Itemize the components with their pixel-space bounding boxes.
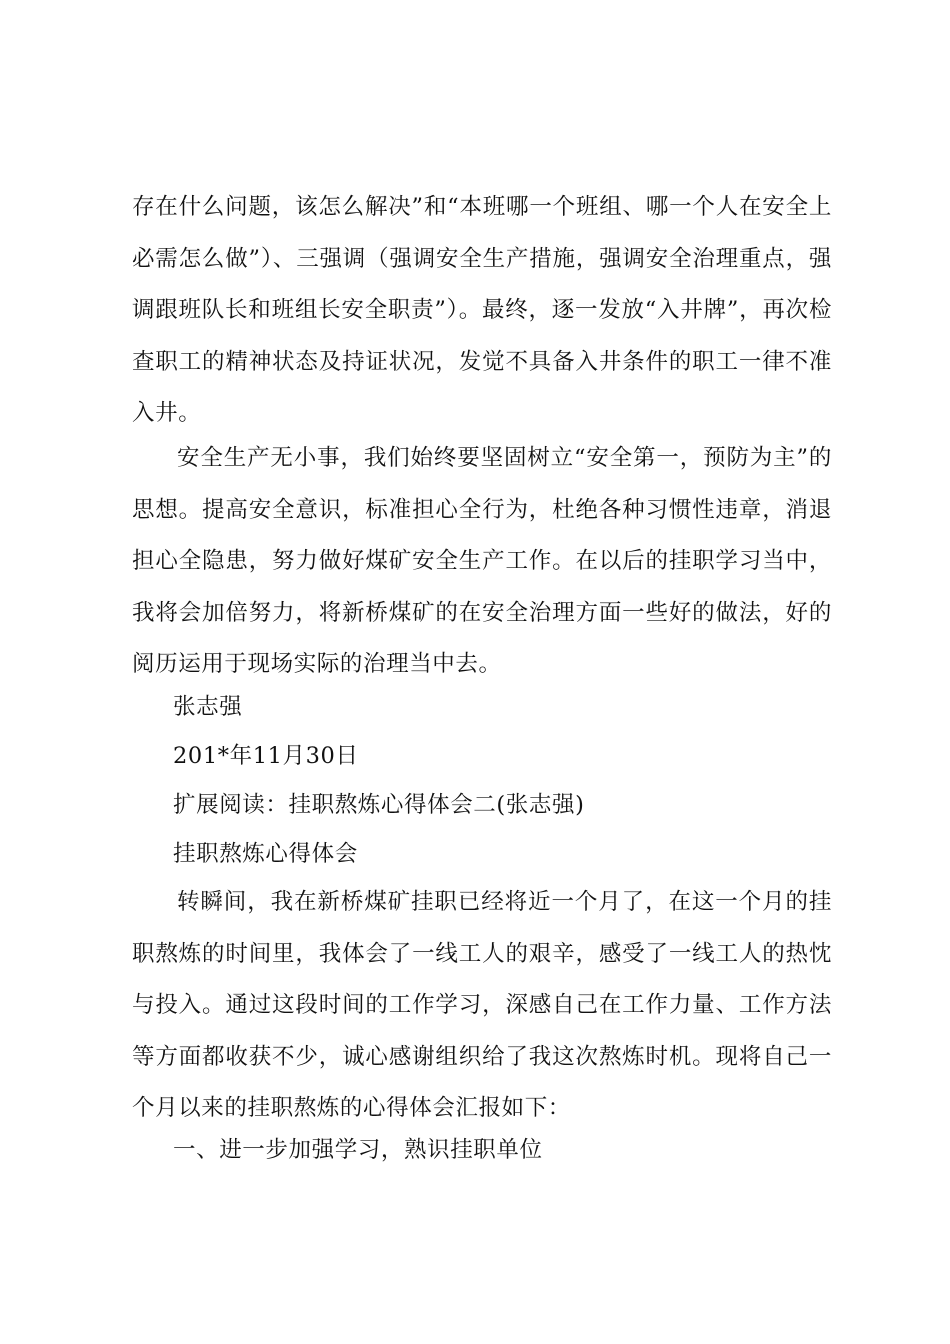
paragraph-safety bbox=[132, 433, 832, 691]
signature-date: 201*年11月30日 bbox=[173, 743, 359, 769]
signature-name: 张志强 bbox=[173, 694, 243, 720]
signature-block bbox=[132, 683, 832, 879]
section-title: 挂职熬炼心得体会 bbox=[173, 841, 358, 867]
paragraph-text: 转瞬间，我在新桥煤矿挂职已经将近一个月了，在这一个月的挂职熬炼的时间里，我体会了一线工人的艰辛，感受了一线工人的热忱与投入。通过这段时间的工作学习，深感自己在工作力量、工作方法等方面都收获不少，诚心感谢组织给了我这次熬炼时机。现将自己一个月以来的挂职熬炼的心得体会汇报如下： bbox=[132, 889, 832, 1121]
section-heading: 一、进一步加强学习，熟识挂职单位 bbox=[173, 1137, 543, 1163]
paragraph-continued bbox=[132, 182, 832, 440]
paragraph-text: 安全生产无小事，我们始终要坚固树立“安全第一，预防为主”的思想。提高安全意识，标准担心全行为，杜绝各种习惯性违章，消退担心全隐患，努力做好煤矿安全生产工作。在以后的挂职学习当中，我将会加倍努力，将新桥煤矿的在安全治理方面一些好的做法，好的阅历运用于现场实际的治理当中去。 bbox=[132, 445, 832, 677]
extended-reading-title: 扩展阅读：挂职熬炼心得体会二(张志强) bbox=[173, 792, 585, 818]
heading-block bbox=[132, 1126, 832, 1175]
paragraph-text: 存在什么问题，该怎么解决”和“本班哪一个班组、哪一个人在安全上必需怎么做”）、三强调（强调安全生产措施，强调安全治理重点，强调跟班队长和班组长安全职责”）。最终，逐一发放“入井牌”，再次检查职工的精神状态及持证状况，发觉不具备入井条件的职工一律不准入井。 bbox=[132, 194, 832, 426]
paragraph-intro bbox=[132, 877, 832, 1135]
